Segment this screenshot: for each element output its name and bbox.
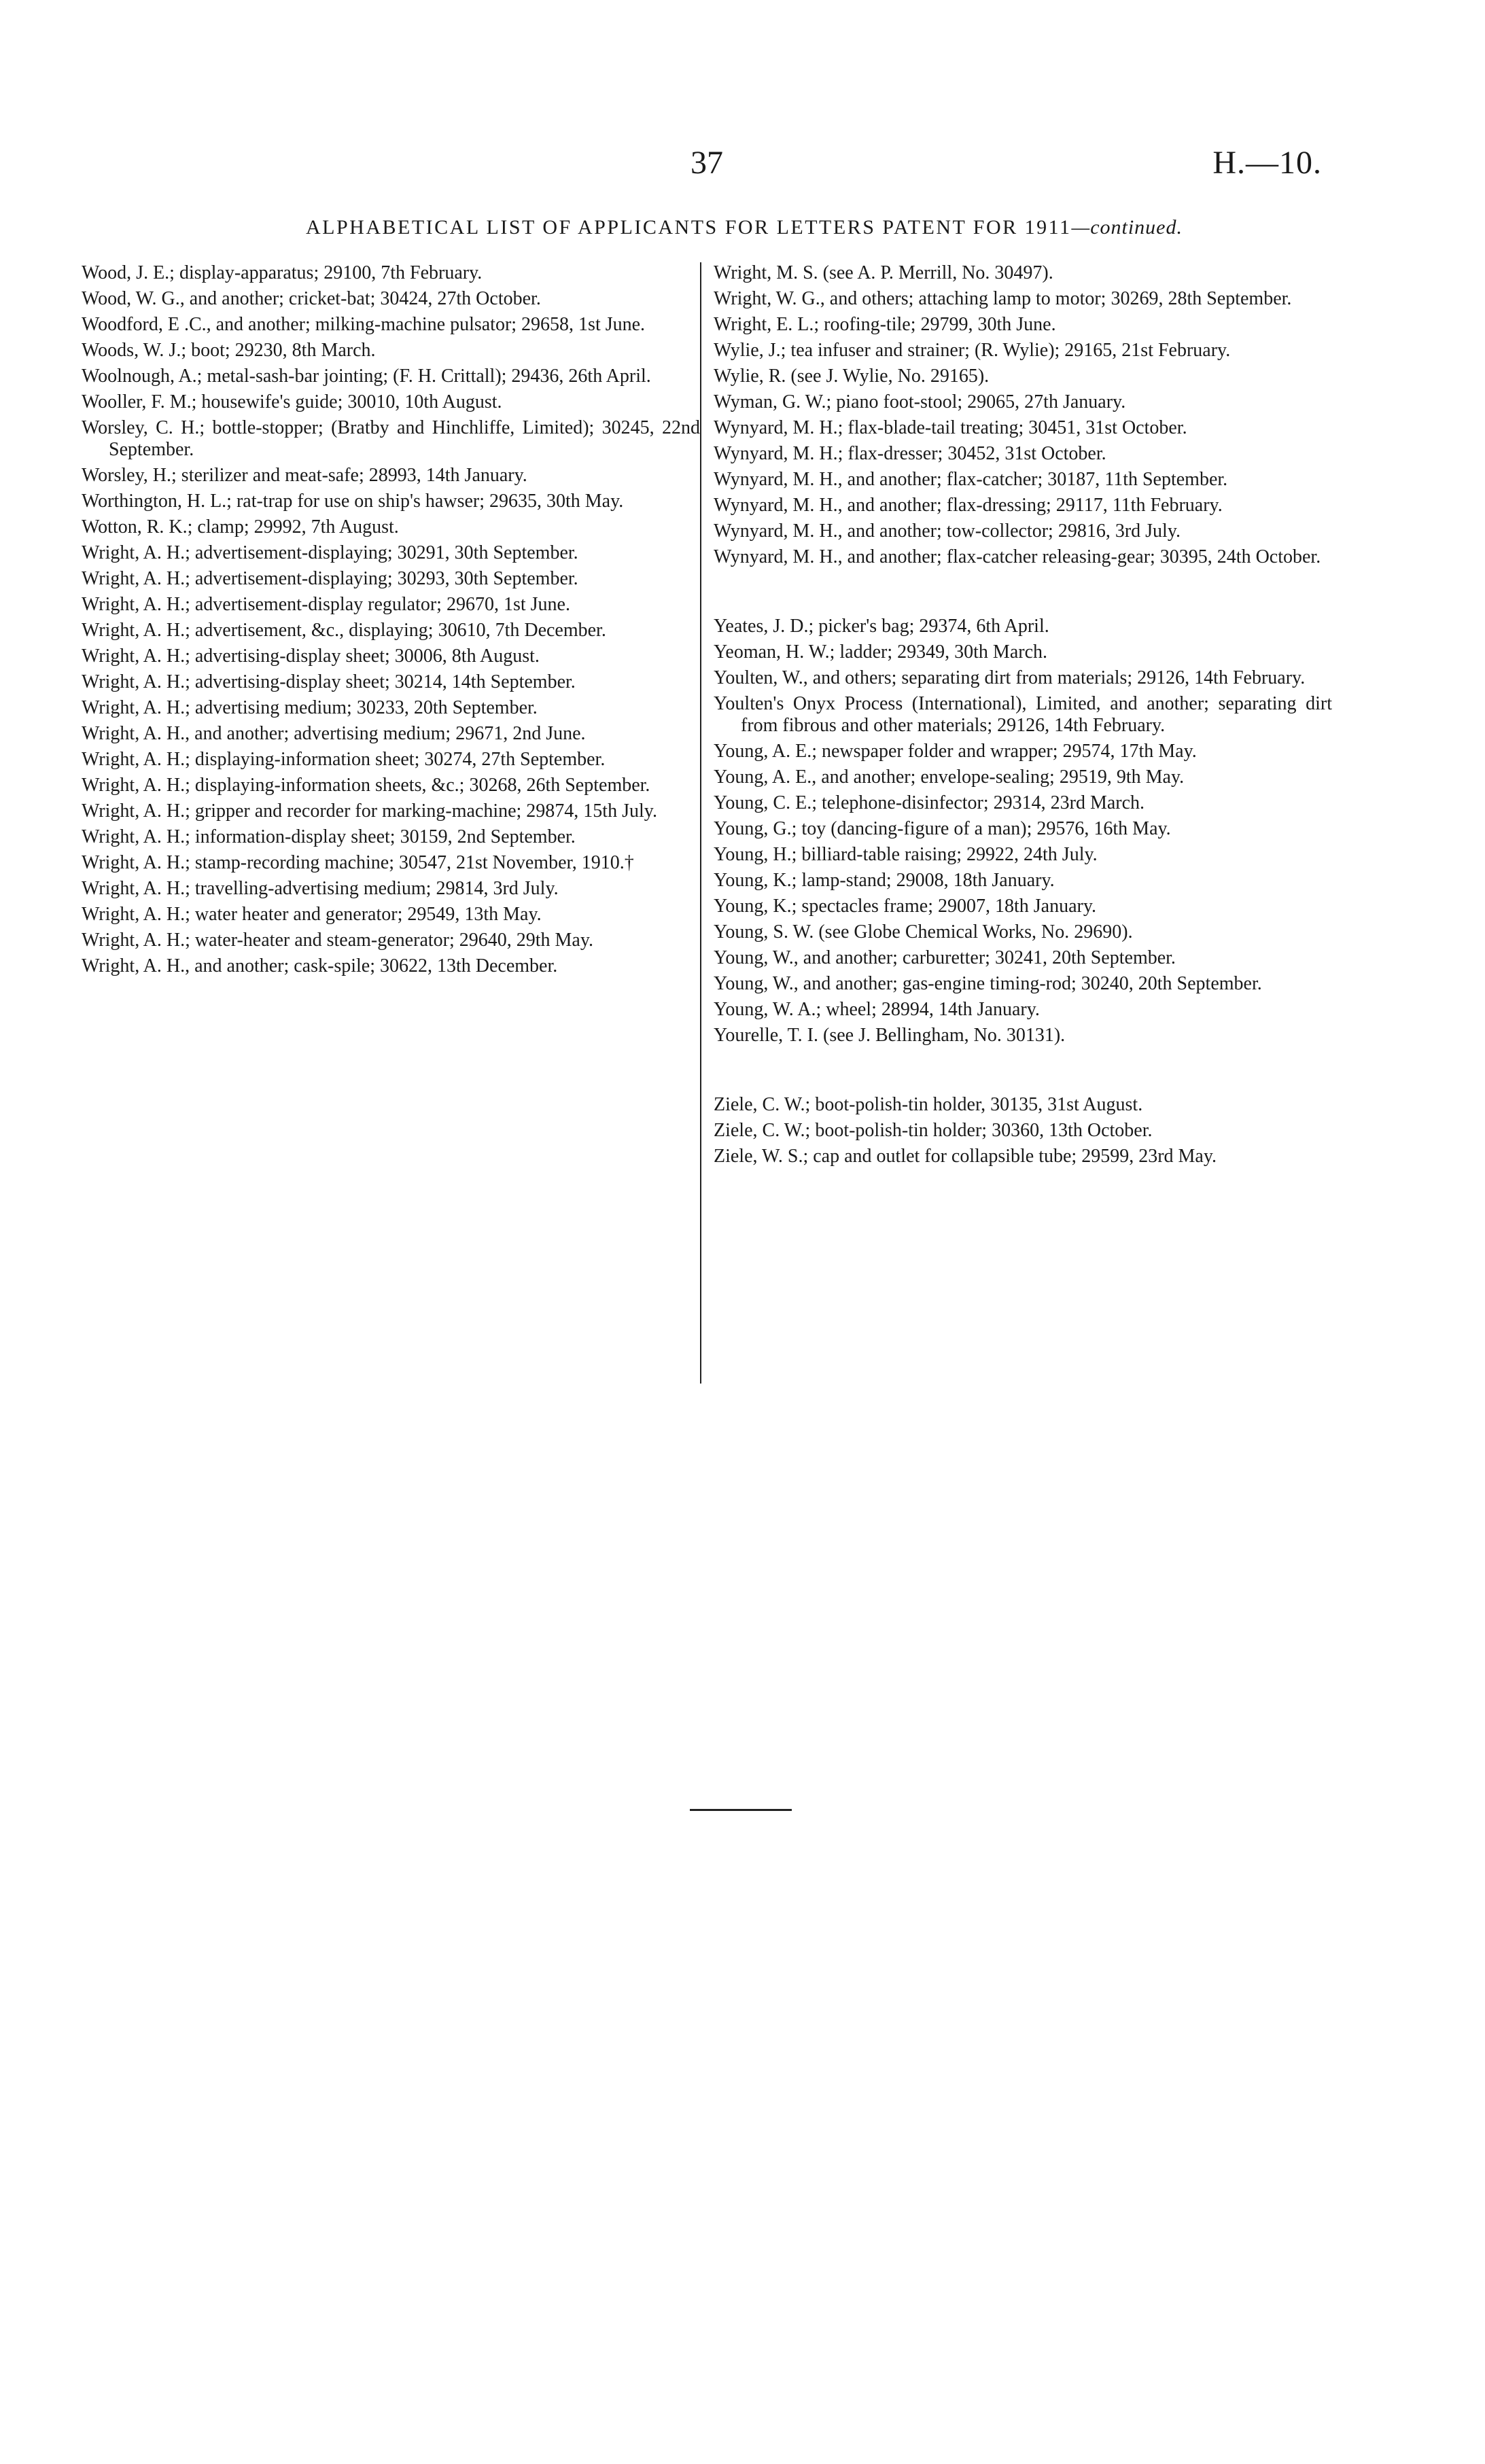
list-item: Wooller, F. M.; housewife's guide; 30010, 10th August. — [82, 391, 502, 412]
list-item: Wright, A. H.; displaying-information sheets, &c.; 30268, 26th September. — [82, 774, 650, 796]
list-item: Wright, A. H.; advertisement-displaying; 30293, 30th September. — [82, 567, 578, 589]
page-title-suffix: —continued. — [1071, 216, 1183, 239]
left-column — [82, 262, 700, 981]
list-item: Wood, J. E.; display-apparatus; 29100, 7th February. — [82, 262, 483, 283]
list-item: Wright, A. H.; advertisement-display regulator; 29670, 1st June. — [82, 593, 570, 615]
list-item: Young, W. A.; wheel; 28994, 14th January. — [714, 998, 1040, 1020]
list-item: Young, K.; spectacles frame; 29007, 18th January. — [714, 895, 1097, 917]
list-item: Wylie, J.; tea infuser and strainer; (R. Wylie); 29165, 21st February. — [714, 340, 1231, 361]
list-item: Young, A. E.; newspaper folder and wrapper; 29574, 17th May. — [714, 740, 1197, 762]
group-z — [714, 1094, 1332, 1167]
list-item: Wright, A. H., and another; advertising medium; 29671, 2nd June. — [82, 722, 586, 744]
list-item: Young, W., and another; carburetter; 30241, 20th September. — [714, 947, 1176, 968]
list-item: Wright, A. H.; information-display sheet; 30159, 2nd September. — [82, 826, 576, 847]
list-item: Young, K.; lamp-stand; 29008, 18th January. — [714, 869, 1055, 891]
list-item: Wynyard, M. H.; flax-dresser; 30452, 31st October. — [714, 443, 1106, 464]
page-number: 37 — [691, 145, 723, 181]
list-item: Young, H.; billiard-table raising; 29922, 24th July. — [714, 843, 1098, 865]
list-item: Wright, E. L.; roofing-tile; 29799, 30th June. — [714, 314, 1056, 335]
list-item: Yeoman, H. W.; ladder; 29349, 30th March. — [714, 641, 1047, 663]
page-title — [82, 216, 1407, 239]
page-title-text: ALPHABETICAL LIST OF APPLICANTS FOR LETTERS PATENT FOR 1911 — [306, 216, 1072, 239]
list-item: Wright, A. H.; advertising-display sheet; 30214, 14th September. — [82, 671, 576, 692]
list-item: Wright, W. G., and others; attaching lamp to motor; 30269, 28th September. — [714, 288, 1292, 309]
list-item: Woods, W. J.; boot; 29230, 8th March. — [82, 340, 376, 361]
right-column — [714, 262, 1332, 1172]
series-code: H.—10. — [1212, 145, 1322, 181]
list-item: Wright, A. H.; advertisement, &c., displaying; 30610, 7th December. — [82, 619, 606, 641]
list-item: Youlten's Onyx Process (International), Limited, and another; separating dirt from fibrous and other materials; 29126, 14th February. — [714, 693, 1332, 736]
list-item: Young, C. E.; telephone-disinfector; 29314, 23rd March. — [714, 792, 1145, 813]
list-item: Wood, W. G., and another; cricket-bat; 30424, 27th October. — [82, 288, 541, 309]
list-item: Wynyard, M. H., and another; flax-catcher; 30187, 11th September. — [714, 469, 1228, 490]
list-item: Young, S. W. (see Globe Chemical Works, No. 29690). — [714, 921, 1133, 943]
list-item: Worsley, H.; sterilizer and meat-safe; 28993, 14th January. — [82, 464, 527, 486]
list-item: Worsley, C. H.; bottle-stopper; (Bratby and Hinchliffe, Limited); 30245, 22nd September. — [82, 417, 700, 460]
list-item: Ziele, C. W.; boot-polish-tin holder; 30360, 13th October. — [714, 1119, 1153, 1141]
list-item: Wright, A. H.; gripper and recorder for marking-machine; 29874, 15th July. — [82, 800, 657, 822]
list-item: Young, A. E., and another; envelope-sealing; 29519, 9th May. — [714, 766, 1185, 788]
list-item: Young, W., and another; gas-engine timing-rod; 30240, 20th September. — [714, 972, 1262, 994]
list-item: Wylie, R. (see J. Wylie, No. 29165). — [714, 366, 990, 387]
list-item: Wright, A. H.; advertisement-displaying; 30291, 30th September. — [82, 542, 578, 563]
list-item: Wright, A. H.; advertising medium; 30233, 20th September. — [82, 697, 538, 718]
list-item: Wright, A. H.; stamp-recording machine; 30547, 21st November, 1910.† — [82, 851, 634, 873]
list-item: Wright, M. S. (see A. P. Merrill, No. 30497). — [714, 262, 1053, 283]
list-item: Wright, A. H.; water-heater and steam-generator; 29640, 29th May. — [82, 929, 594, 951]
list-item: Ziele, C. W.; boot-polish-tin holder, 30135, 31st August. — [714, 1093, 1143, 1115]
list-item: Worthington, H. L.; rat-trap for use on ship's hawser; 29635, 30th May. — [82, 490, 624, 512]
list-item: Wright, A. H.; advertising-display sheet; 30006, 8th August. — [82, 645, 540, 667]
group-y — [714, 616, 1332, 1046]
list-item: Wright, A. H.; travelling-advertising medium; 29814, 3rd July. — [82, 877, 559, 899]
list-item: Wotton, R. K.; clamp; 29992, 7th August. — [82, 516, 399, 538]
group-w — [714, 262, 1332, 568]
end-rule — [690, 1809, 792, 1811]
list-item: Ziele, W. S.; cap and outlet for collapsible tube; 29599, 23rd May. — [714, 1145, 1217, 1167]
list-item: Wright, A. H.; displaying-information sheet; 30274, 27th September. — [82, 748, 606, 770]
list-item: Yeates, J. D.; picker's bag; 29374, 6th April. — [714, 616, 1049, 637]
column-divider — [700, 262, 701, 1384]
list-item: Yourelle, T. I. (see J. Bellingham, No. 30131). — [714, 1024, 1066, 1046]
list-item: Wynyard, M. H., and another; flax-catcher releasing-gear; 30395, 24th October. — [714, 546, 1321, 567]
list-item: Woolnough, A.; metal-sash-bar jointing; (F. H. Crittall); 29436, 26th April. — [82, 366, 651, 387]
list-item: Young, G.; toy (dancing-figure of a man); 29576, 16th May. — [714, 817, 1171, 839]
list-item: Wynyard, M. H., and another; tow-collector; 29816, 3rd July. — [714, 521, 1181, 542]
group-gap — [714, 572, 1332, 616]
list-item: Woodford, E .C., and another; milking-machine pulsator; 29658, 1st June. — [82, 314, 646, 335]
group-gap — [714, 1051, 1332, 1094]
list-item: Wynyard, M. H., and another; flax-dressing; 29117, 11th February. — [714, 495, 1223, 516]
list-item: Wright, A. H.; water heater and generator; 29549, 13th May. — [82, 903, 542, 925]
list-item: Youlten, W., and others; separating dirt from materials; 29126, 14th February. — [714, 667, 1306, 688]
list-item: Wright, A. H., and another; cask-spile; 30622, 13th December. — [82, 955, 558, 976]
list-item: Wynyard, M. H.; flax-blade-tail treating; 30451, 31st October. — [714, 417, 1187, 438]
list-item: Wyman, G. W.; piano foot-stool; 29065, 27th January. — [714, 391, 1126, 412]
